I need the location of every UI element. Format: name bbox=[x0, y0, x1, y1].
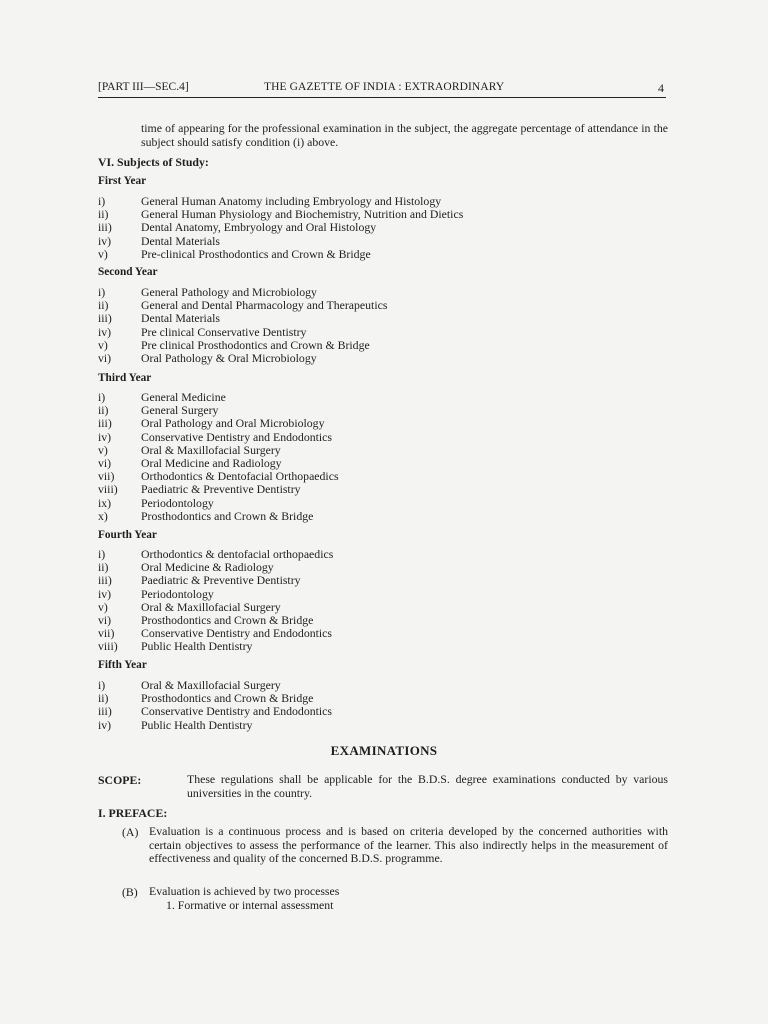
subject-name: Periodontology bbox=[141, 586, 214, 601]
subject-name: General Human Anatomy including Embryology and Histology bbox=[141, 194, 442, 208]
scope-label: SCOPE: bbox=[98, 773, 142, 787]
item-number: vii) bbox=[98, 469, 115, 484]
subject-name: General Medicine bbox=[141, 390, 226, 404]
para-b-text: Evaluation is achieved by two processes bbox=[149, 884, 340, 898]
para-b-item-1: 1. Formative or internal assessment bbox=[166, 898, 334, 912]
item-number: ii) bbox=[98, 403, 109, 418]
subject-name: Prosthodontics and Crown & Bridge bbox=[141, 508, 314, 523]
subject-list-item bbox=[98, 431, 668, 444]
item-number: ii) bbox=[98, 298, 109, 313]
subject-name: General Surgery bbox=[141, 403, 219, 418]
subject-name: Dental Materials bbox=[141, 233, 220, 248]
subject-name: Prosthodontics and Crown & Bridge bbox=[141, 691, 314, 706]
subject-name: General and Dental Pharmacology and Therapeutics bbox=[141, 298, 388, 313]
subject-name: Oral & Maxillofacial Surgery bbox=[141, 678, 281, 692]
item-number: v) bbox=[98, 599, 108, 614]
subject-name: Prosthodontics and Crown & Bridge bbox=[141, 612, 314, 627]
item-number: i) bbox=[98, 390, 106, 404]
subject-name: Public Health Dentistry bbox=[141, 717, 253, 732]
item-number: iv) bbox=[98, 324, 112, 339]
fifth-year-heading: Fifth Year bbox=[98, 659, 147, 671]
page-number: 4 bbox=[658, 81, 664, 95]
item-number: i) bbox=[98, 678, 106, 692]
subject-list-item bbox=[98, 352, 668, 365]
subject-list-item bbox=[98, 248, 668, 261]
subject-name: Oral Medicine & Radiology bbox=[141, 560, 274, 575]
item-number: vii) bbox=[98, 626, 115, 641]
first-year-heading: First Year bbox=[98, 175, 147, 187]
second-year-list bbox=[98, 286, 668, 365]
subject-name: Paediatric & Preventive Dentistry bbox=[141, 573, 301, 588]
item-number: v) bbox=[98, 337, 108, 352]
para-a-label: (A) bbox=[122, 825, 139, 839]
subject-name: Dental Materials bbox=[141, 311, 220, 326]
item-number: v) bbox=[98, 246, 108, 261]
third-year-heading: Third Year bbox=[98, 372, 152, 384]
subject-name: Conservative Dentistry and Endodontics bbox=[141, 429, 333, 444]
subject-name: Oral Pathology and Oral Microbiology bbox=[141, 416, 325, 431]
para-a-text: Evaluation is a continuous process and is based on criteria developed by the concerned authorities with certain objectives to assess the performance of the learner. This also indirectly helps in the measurement of effectiveness and quality of the concerned B.D.S. programme. bbox=[149, 824, 668, 865]
fourth-year-heading: Fourth Year bbox=[98, 529, 157, 541]
subject-list-item bbox=[98, 339, 668, 352]
subject-list-item bbox=[98, 510, 668, 523]
item-number: viii) bbox=[98, 482, 118, 497]
part-section-label: [PART III—SEC.4] bbox=[98, 81, 189, 93]
subject-list-item bbox=[98, 574, 668, 587]
item-number: ix) bbox=[98, 495, 112, 510]
item-number: i) bbox=[98, 194, 106, 208]
subject-name: Oral Pathology & Oral Microbiology bbox=[141, 350, 317, 365]
item-number: iv) bbox=[98, 586, 112, 601]
item-number: ii) bbox=[98, 560, 109, 575]
item-number: iv) bbox=[98, 717, 112, 732]
subject-list-item bbox=[98, 312, 668, 325]
subject-name: General Pathology and Microbiology bbox=[141, 285, 317, 299]
item-number: viii) bbox=[98, 639, 118, 654]
third-year-list bbox=[98, 391, 668, 523]
scope-text: These regulations shall be applicable for the B.D.S. degree examinations conducted by various universities in the country. bbox=[187, 772, 668, 800]
subject-name: Conservative Dentistry and Endodontics bbox=[141, 626, 333, 641]
subject-name: Paediatric & Preventive Dentistry bbox=[141, 482, 301, 497]
subject-name: Orthodontics & dentofacial orthopaedics bbox=[141, 547, 334, 561]
item-number: iii) bbox=[98, 704, 112, 719]
item-number: ii) bbox=[98, 691, 109, 706]
gazette-title: THE GAZETTE OF INDIA : EXTRAORDINARY bbox=[264, 81, 505, 93]
subject-list-item bbox=[98, 221, 668, 234]
item-number: i) bbox=[98, 285, 106, 299]
subject-name: Oral & Maxillofacial Surgery bbox=[141, 599, 281, 614]
item-number: iii) bbox=[98, 573, 112, 588]
item-number: iii) bbox=[98, 220, 112, 235]
item-number: vi) bbox=[98, 455, 112, 470]
subject-name: Dental Anatomy, Embryology and Oral Histology bbox=[141, 220, 377, 235]
second-year-heading: Second Year bbox=[98, 266, 158, 278]
subject-name: General Human Physiology and Biochemistry, Nutrition and Dietics bbox=[141, 207, 464, 222]
item-number: ii) bbox=[98, 207, 109, 222]
item-number: iv) bbox=[98, 429, 112, 444]
item-number: v) bbox=[98, 442, 108, 457]
subject-name: Oral Medicine and Radiology bbox=[141, 455, 282, 470]
subject-name: Periodontology bbox=[141, 495, 214, 510]
item-number: iii) bbox=[98, 416, 112, 431]
subject-list-item bbox=[98, 417, 668, 430]
subjects-of-study-heading: VI. Subjects of Study: bbox=[98, 155, 209, 169]
subject-list-item bbox=[98, 326, 668, 339]
subject-name: Conservative Dentistry and Endodontics bbox=[141, 704, 333, 719]
item-number: i) bbox=[98, 547, 106, 561]
subject-name: Public Health Dentistry bbox=[141, 639, 253, 654]
item-number: vi) bbox=[98, 612, 112, 627]
subject-list-item bbox=[98, 719, 668, 732]
subject-list-item bbox=[98, 588, 668, 601]
subject-name: Orthodontics & Dentofacial Orthopaedics bbox=[141, 469, 339, 484]
page-header bbox=[98, 81, 666, 98]
fourth-year-list bbox=[98, 548, 668, 654]
para-b-label: (B) bbox=[122, 885, 138, 899]
fifth-year-list bbox=[98, 679, 668, 732]
item-number: iv) bbox=[98, 233, 112, 248]
item-number: iii) bbox=[98, 311, 112, 326]
subject-list-item bbox=[98, 640, 668, 653]
item-number: vi) bbox=[98, 350, 112, 365]
subject-list-item bbox=[98, 235, 668, 248]
subject-list-item bbox=[98, 483, 668, 496]
subject-list-item bbox=[98, 497, 668, 510]
subject-list-item bbox=[98, 444, 668, 457]
intro-paragraph: time of appearing for the professional examination in the subject, the aggregate percentage of attendance in the subject should satisfy condition (i) above. bbox=[141, 121, 668, 149]
subject-name: Oral & Maxillofacial Surgery bbox=[141, 442, 281, 457]
subject-list-item bbox=[98, 601, 668, 614]
first-year-list bbox=[98, 195, 668, 261]
subject-list-item bbox=[98, 705, 668, 718]
subject-name: Pre clinical Prosthodontics and Crown & Bridge bbox=[141, 337, 370, 352]
subject-name: Pre clinical Conservative Dentistry bbox=[141, 324, 307, 339]
subject-name: Pre-clinical Prosthodontics and Crown & Bridge bbox=[141, 246, 371, 261]
item-number: x) bbox=[98, 508, 108, 523]
preface-heading: I. PREFACE: bbox=[98, 806, 168, 820]
examinations-heading: EXAMINATIONS bbox=[330, 743, 438, 758]
